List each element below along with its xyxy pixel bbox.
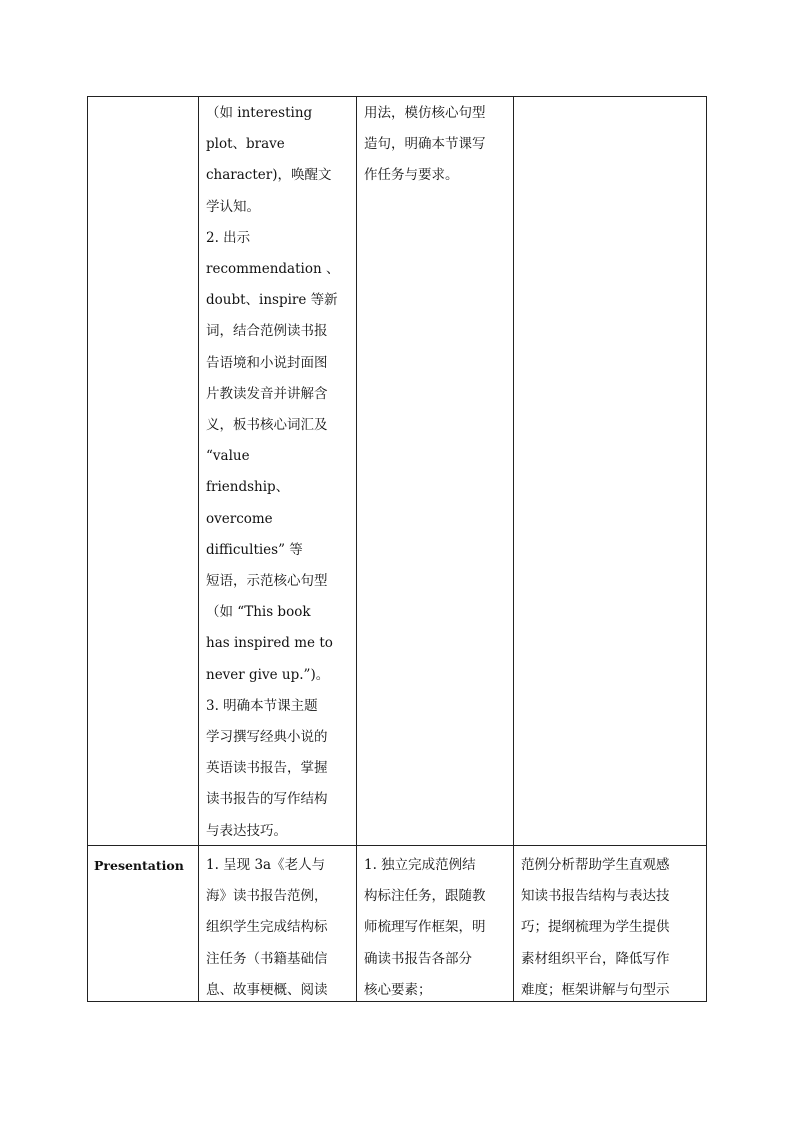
cell-text-line: 作任务与要求。 [364, 167, 459, 184]
cell-text-line: difficulties” 等 [206, 541, 303, 558]
cell-text-line: 3. 明确本节课主题 [206, 697, 318, 714]
cell-text-line: 1. 独立完成范例结 [364, 857, 476, 873]
cell-text-line: never give up.”)。 [206, 666, 330, 683]
cell-text-line: 2. 出示 [206, 229, 251, 246]
cell-text-line: overcome [206, 510, 273, 527]
row-divider [87, 845, 707, 846]
cell-text-line: plot、brave [206, 136, 285, 153]
table-border-left [87, 96, 88, 1002]
cell-text-line: doubt、inspire 等新 [206, 292, 338, 309]
cell-text-line: 用法，模仿核心句型 [364, 105, 486, 121]
table-border-top [87, 96, 707, 97]
cell-text-line: 学认知。 [206, 198, 260, 215]
teacher-activity-cell [206, 98, 352, 847]
column-divider [513, 96, 514, 1002]
cell-text-line: 组织学生完成结构标 [206, 919, 328, 936]
column-divider [198, 96, 199, 1002]
cell-text-line: 确读书报告各部分 [364, 950, 472, 967]
cell-text-line: 知读书报告结构与表达技 [521, 888, 670, 905]
cell-text-line: friendship、 [206, 479, 290, 496]
cell-text-line: 告语境和小说封面图 [206, 354, 328, 371]
cell-text-line: 词，结合范例读书报 [206, 323, 328, 340]
cell-text-line: 巧；提纲梳理为学生提供 [521, 919, 670, 936]
stage-cell: Presentation [94, 858, 184, 873]
cell-text-line: 短语，示范核心句型 [206, 573, 328, 590]
column-divider [356, 96, 357, 1002]
teacher-activity-cell [206, 850, 352, 1006]
cell-text-line: 难度；框架讲解与句型示 [521, 981, 670, 998]
cell-text-line: character)，唤醒文 [206, 167, 332, 184]
cell-text-line: 与表达技巧。 [206, 822, 287, 839]
cell-text-line: （如 “This book [206, 604, 311, 621]
design-purpose-cell [521, 850, 707, 1006]
cell-text-line: has inspired me to [206, 635, 333, 652]
cell-text-line: 片教读发音并讲解含 [206, 385, 328, 402]
cell-text-line: 读书报告的写作结构 [206, 791, 328, 808]
cell-text-line: 义，板书核心词汇及 [206, 417, 328, 434]
cell-text-line: 造句，明确本节课写 [364, 136, 486, 153]
cell-text-line: 范例分析帮助学生直观感 [521, 857, 670, 873]
cell-text-line: 师梳理写作框架，明 [364, 919, 486, 936]
cell-text-line: 素材组织平台，降低写作 [521, 950, 670, 967]
cell-text-line: “value [206, 448, 250, 465]
lesson-plan-table [87, 96, 707, 1002]
student-activity-cell [364, 98, 510, 192]
cell-text-line: 学习撰写经典小说的 [206, 729, 328, 746]
cell-text-line: 息、故事梗概、阅读 [206, 981, 328, 998]
student-activity-cell [364, 850, 510, 1006]
cell-text-line: 1. 呈现 3a《老人与 [206, 857, 326, 873]
cell-text-line: recommendation 、 [206, 261, 340, 278]
cell-text-line: 海》读书报告范例， [206, 888, 328, 905]
cell-text-line: （如 interesting [206, 105, 313, 121]
cell-text-line: 注任务（书籍基础信 [206, 950, 328, 967]
cell-text-line: 构标注任务，跟随教 [364, 888, 486, 905]
cell-text-line: 核心要素； [364, 981, 432, 998]
cell-text-line: 英语读书报告，掌握 [206, 760, 328, 777]
